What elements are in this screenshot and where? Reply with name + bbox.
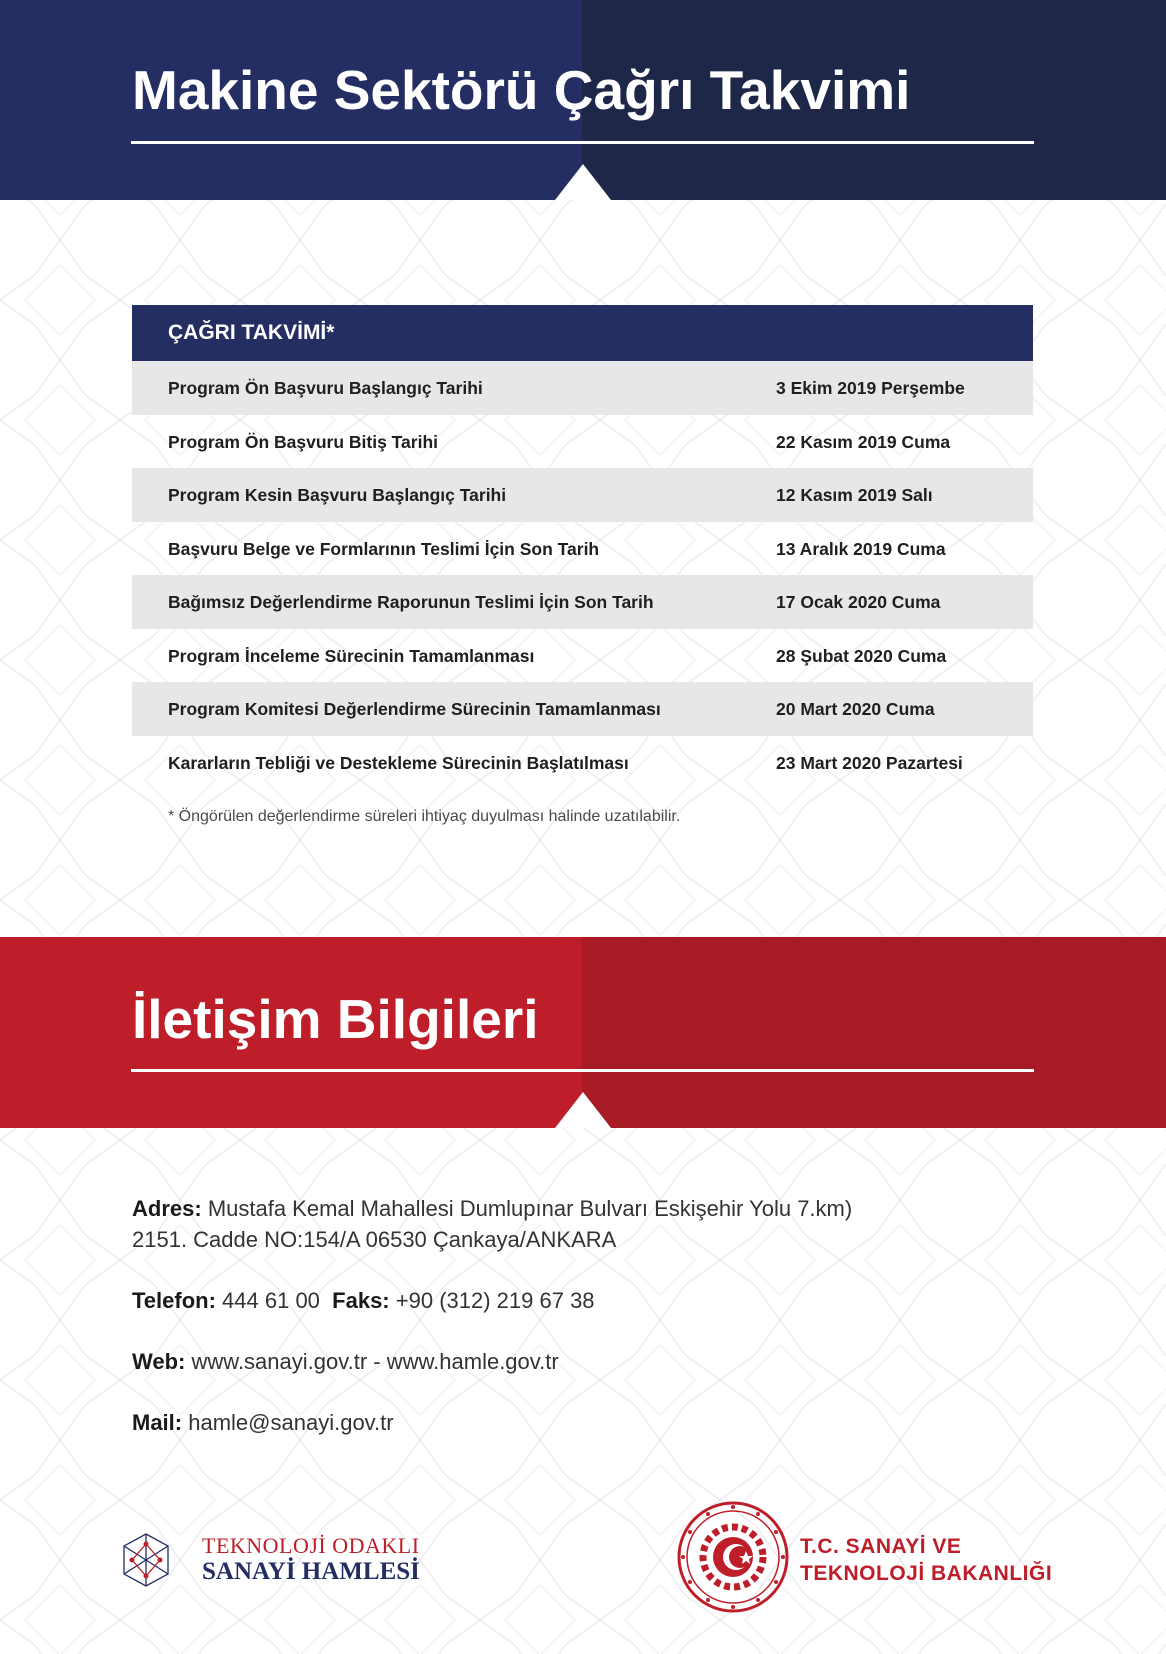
contact-banner (0, 937, 1166, 1128)
row-label: Program Ön Başvuru Başlangıç Tarihi (168, 378, 483, 398)
table-row (132, 682, 1033, 736)
hamle-logo-icon (116, 1530, 176, 1590)
row-date: 17 Ocak 2020 Cuma (776, 592, 941, 612)
title-banner (0, 0, 1166, 200)
address-line2: 2151. Cadde NO:154/A 06530 Çankaya/ANKARA (132, 1227, 617, 1252)
row-date: 12 Kasım 2019 Salı (776, 485, 933, 505)
web-link[interactable]: www.sanayi.gov.tr - www.hamle.gov.tr (191, 1349, 559, 1374)
row-date: 3 Ekim 2019 Perşembe (776, 378, 965, 398)
row-date: 20 Mart 2020 Cuma (776, 699, 935, 719)
web-block (132, 1346, 559, 1377)
table-heading: ÇAĞRI TAKVİMİ* (132, 305, 1033, 361)
address-label: Adres: (132, 1196, 202, 1221)
web-label: Web: (132, 1349, 186, 1374)
table-row (132, 415, 1033, 469)
table-row (132, 575, 1033, 629)
row-label: Program Komitesi Değerlendirme Sürecinin Tamamlanması (168, 699, 661, 719)
ministry-logo-text (800, 1533, 1052, 1587)
contact-divider (131, 1069, 1034, 1072)
ministry-logo-line1: T.C. SANAYİ VE (800, 1535, 962, 1558)
hamle-logo-line2: SANAYİ HAMLESİ (202, 1558, 420, 1585)
hamle-logo-text (202, 1534, 420, 1585)
mail-label: Mail: (132, 1410, 183, 1435)
row-label: Program İnceleme Sürecinin Tamamlanması (168, 645, 535, 666)
row-label: Kararların Tebliği ve Destekleme Sürecinin Başlatılması (168, 752, 629, 773)
address-block (132, 1193, 852, 1255)
banner-notch (555, 1092, 611, 1128)
mail-block (132, 1407, 394, 1438)
table-row (132, 522, 1033, 576)
table-row (132, 629, 1033, 683)
row-date: 28 Şubat 2020 Cuma (776, 645, 947, 666)
address-line1: Mustafa Kemal Mahallesi Dumlupınar Bulvarı Eskişehir Yolu 7.km) (207, 1196, 853, 1221)
ministry-seal-icon (676, 1500, 790, 1614)
row-label: Başvuru Belge ve Formlarının Teslimi İçin Son Tarih (168, 538, 600, 559)
row-label: Program Kesin Başvuru Başlangıç Tarihi (168, 485, 507, 505)
banner-notch (555, 164, 611, 200)
page-title: Makine Sektörü Çağrı Takvimi (132, 59, 911, 121)
row-date: 13 Aralık 2019 Cuma (776, 538, 946, 559)
call-schedule-table (132, 305, 1033, 789)
mail-link[interactable]: hamle@sanayi.gov.tr (188, 1410, 394, 1435)
title-divider (131, 141, 1034, 144)
row-date: 23 Mart 2020 Pazartesi (776, 752, 963, 773)
row-label: Bağımsız Değerlendirme Raporunun Teslimi İçin Son Tarih (168, 592, 654, 612)
phone-value: 444 61 00 (222, 1288, 320, 1313)
table-row (132, 361, 1033, 415)
phone-label: Telefon: (132, 1288, 216, 1313)
schedule-footnote: * Öngörülen değerlendirme süreleri ihtiyaç duyulması halinde uzatılabilir. (168, 808, 681, 825)
table-row (132, 468, 1033, 522)
table-row (132, 736, 1033, 790)
row-date: 22 Kasım 2019 Cuma (776, 431, 951, 452)
hamle-logo-line1: TEKNOLOJİ ODAKLI (202, 1533, 420, 1558)
fax-label: Faks: (332, 1288, 390, 1313)
fax-value: +90 (312) 219 67 38 (395, 1288, 595, 1313)
phone-block (132, 1285, 595, 1316)
ministry-logo-line2: TEKNOLOJİ BAKANLIĞI (800, 1562, 1053, 1585)
row-label: Program Ön Başvuru Bitiş Tarihi (168, 431, 439, 452)
contact-title: İletişim Bilgileri (132, 988, 539, 1050)
